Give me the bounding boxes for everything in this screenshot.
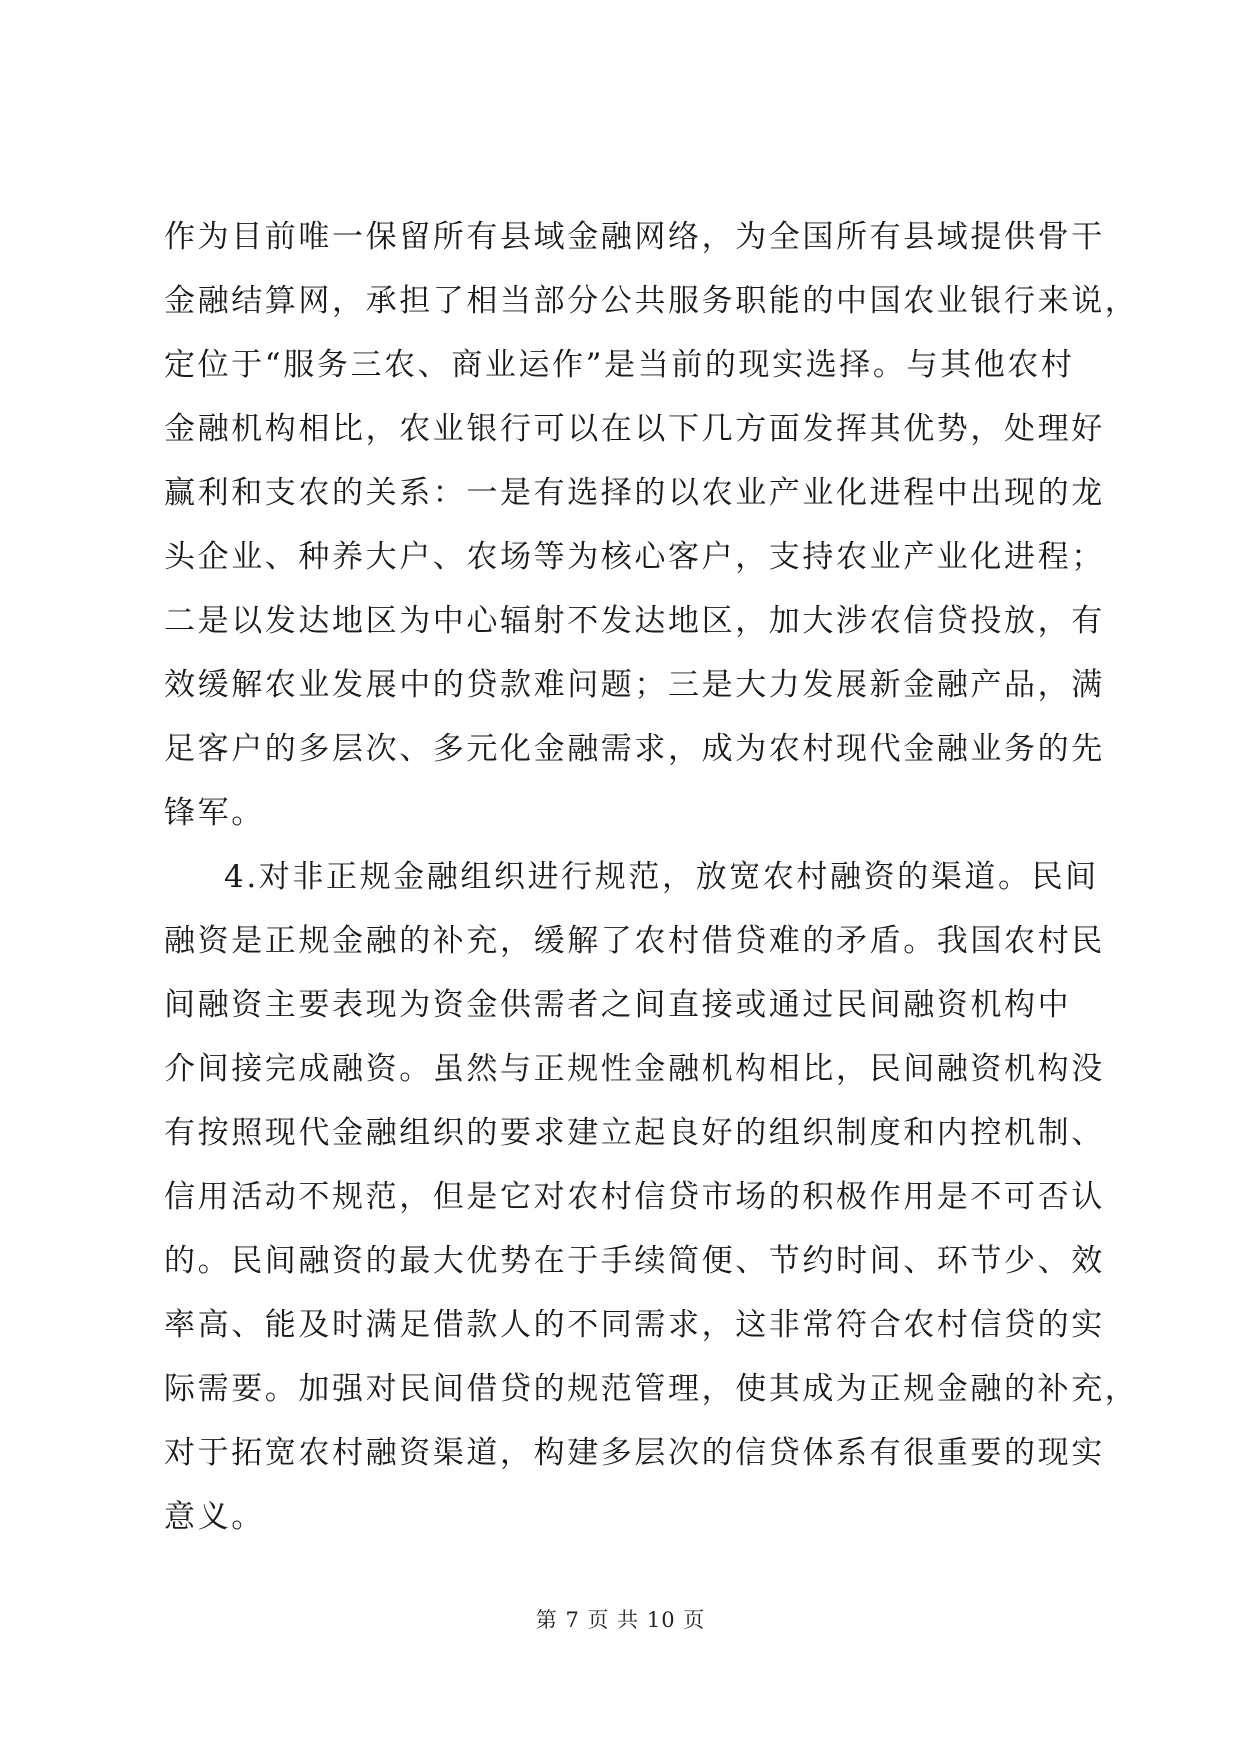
- text-line: 间融资主要表现为资金供需者之间直接或通过民间融资机构中: [164, 987, 1072, 1023]
- text-line: 二是以发达地区为中心辐射不发达地区，加大涉农信贷投放，有: [164, 603, 1105, 639]
- text-line: 效缓解农业发展中的贷款难问题；三是大力发展新金融产品，满: [164, 667, 1105, 703]
- text-line: 金融结算网，承担了相当部分公共服务职能的中国农业银行来说，: [164, 283, 1139, 319]
- text-line: 锋军。: [164, 795, 265, 831]
- text-line: 足客户的多层次、多元化金融需求，成为农村现代金融业务的先: [164, 731, 1105, 767]
- text-line: 介间接完成融资。虽然与正规性金融机构相比，民间融资机构没: [164, 1051, 1105, 1087]
- text-line: 的。民间融资的最大优势在于手续简便、节约时间、环节少、效: [164, 1243, 1105, 1279]
- text-line: 金融机构相比，农业银行可以在以下几方面发挥其优势，处理好: [164, 411, 1105, 447]
- text-line: 头企业、种养大户、农场等为核心客户，支持农业产业化进程；: [164, 539, 1105, 575]
- text-line: 意义。: [164, 1499, 265, 1535]
- text-line: 信用活动不规范，但是它对农村信贷市场的积极作用是不可否认: [164, 1179, 1105, 1215]
- text-line: 赢利和支农的关系：一是有选择的以农业产业化进程中出现的龙: [164, 475, 1105, 511]
- page-number-footer: 第 7 页 共 10 页: [535, 1608, 706, 1632]
- text-line: 率高、能及时满足借款人的不同需求，这非常符合农村信贷的实: [164, 1307, 1105, 1343]
- text-line: 作为目前唯一保留所有县域金融网络，为全国所有县域提供骨干: [164, 219, 1105, 255]
- text-line: 际需要。加强对民间借贷的规范管理，使其成为正规金融的补充，: [164, 1371, 1139, 1407]
- text-line: 有按照现代金融组织的要求建立起良好的组织制度和内控机制、: [164, 1115, 1105, 1151]
- text-line: 融资是正规金融的补充，缓解了农村借贷难的矛盾。我国农村民: [164, 923, 1105, 959]
- text-line: 对于拓宽农村融资渠道，构建多层次的信贷体系有很重要的现实: [164, 1435, 1105, 1471]
- text-line: 定位于“服务三农、商业运作”是当前的现实选择。与其他农村: [164, 347, 1075, 383]
- body-text: [164, 205, 1139, 1549]
- paragraph-start-line: 4.对非正规金融组织进行规范，放宽农村融资的渠道。民间: [224, 859, 1099, 895]
